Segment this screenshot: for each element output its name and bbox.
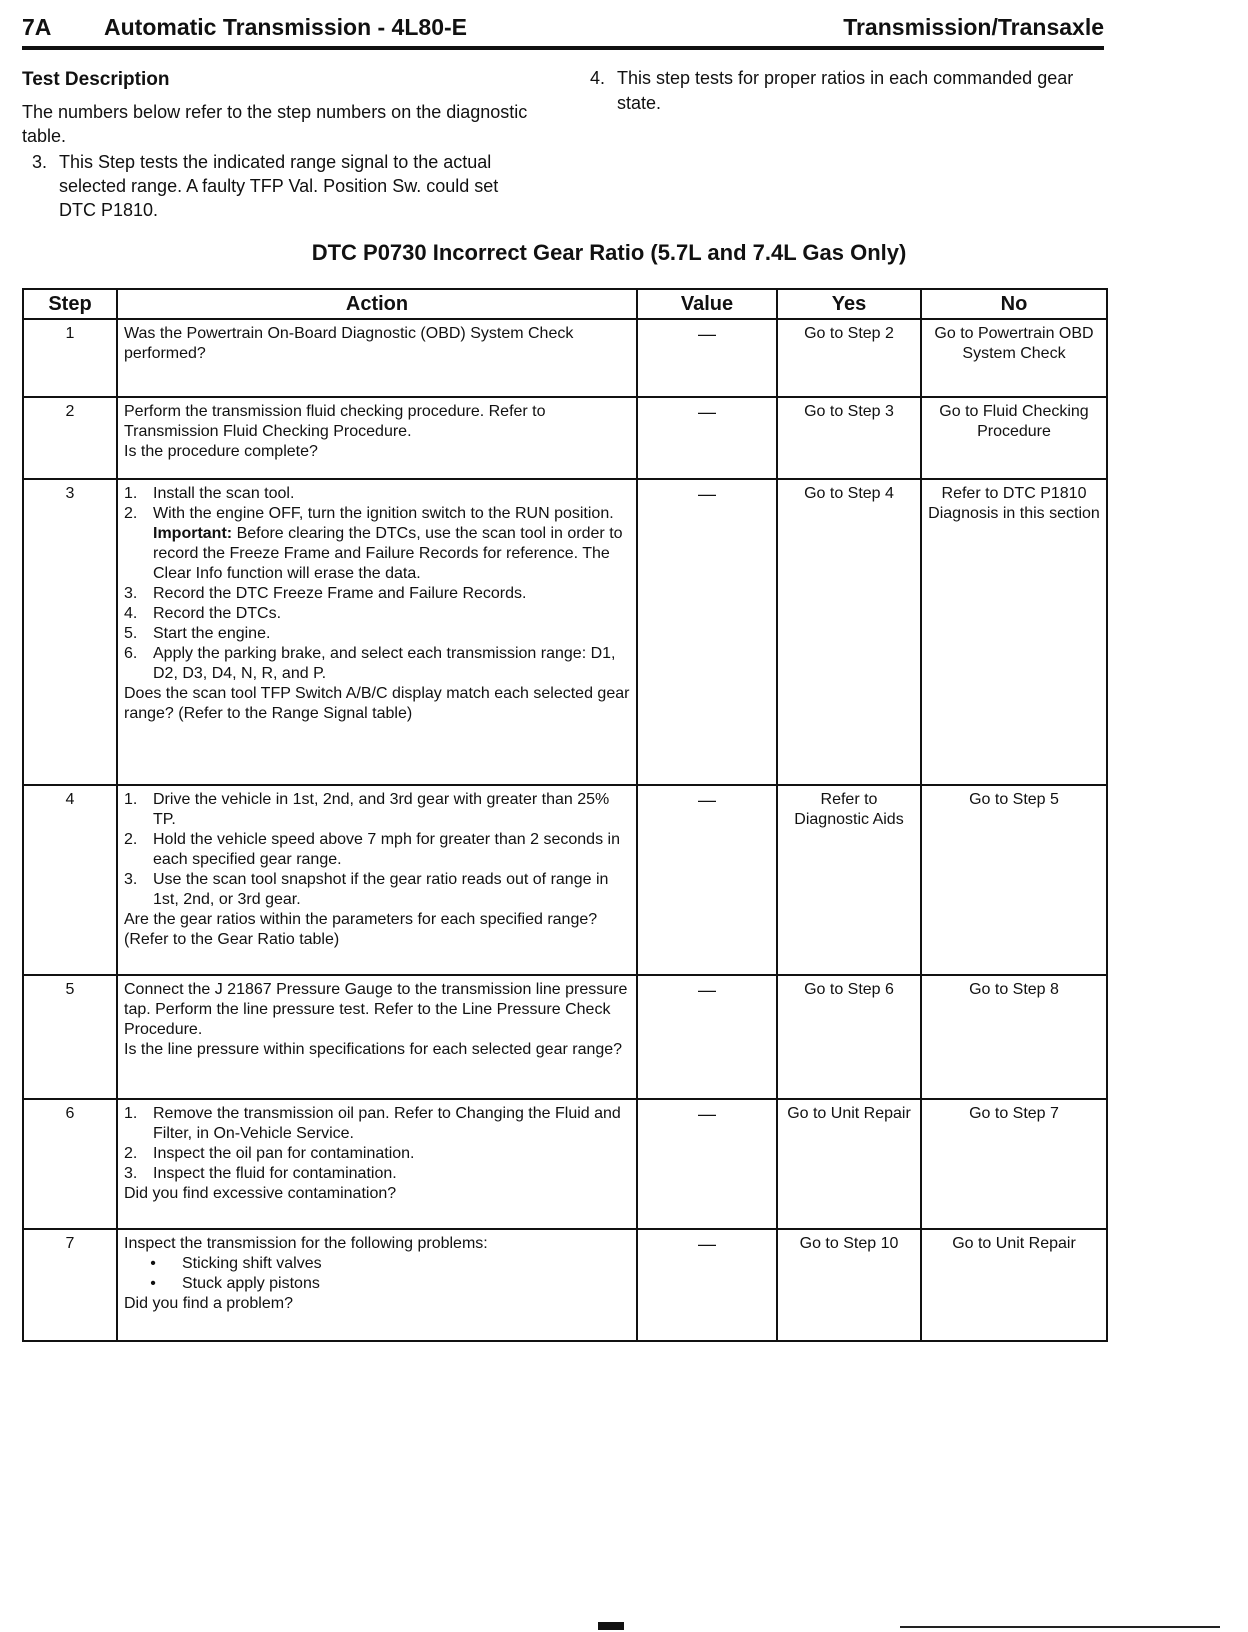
bullet-icon: • [150, 1275, 156, 1292]
header-rule [22, 46, 1104, 50]
list-text: With the engine OFF, turn the ignition switch to the RUN position. [153, 505, 614, 522]
value-cell: — [637, 397, 777, 479]
test-description-item [32, 150, 532, 222]
action-question: Did you find excessive contamination? [124, 1185, 397, 1202]
list-number: 6. [124, 645, 138, 662]
list-number: 2. [124, 831, 138, 848]
yes-cell: Go to Step 6 [777, 975, 921, 1099]
list-text: Record the DTCs. [153, 605, 282, 622]
item-text: This Step tests the indicated range signal to the actual selected range. A faulty TFP Val. Position Sw. could set DTC P1810. [59, 152, 499, 220]
list-number: 3. [124, 585, 138, 602]
list-text: Inspect the fluid for contamination. [153, 1165, 397, 1182]
action-list-item [124, 624, 630, 644]
list-text: Hold the vehicle speed above 7 mph for greater than 2 seconds in each specified gear range. [153, 831, 620, 868]
yes-cell: Go to Step 2 [777, 319, 921, 397]
table-title: DTC P0730 Incorrect Gear Ratio (5.7L and 7.4L Gas Only) [311, 240, 907, 265]
list-number: 2. [124, 1145, 138, 1162]
action-cell [117, 1229, 637, 1341]
list-number: 1. [124, 1105, 138, 1122]
action-text: Was the Powertrain On-Board Diagnostic (OBD) System Check performed? [124, 325, 574, 362]
action-text: Inspect the transmission for the following problems: [124, 1235, 488, 1252]
test-description-intro: The numbers below refer to the step numbers on the diagnostic table. [22, 102, 528, 146]
section-code: 7A [22, 14, 52, 40]
action-list-item [124, 870, 630, 910]
test-description [22, 68, 532, 222]
action-cell [117, 397, 637, 479]
table-row [23, 975, 1107, 1099]
action-question: Is the procedure complete? [124, 443, 318, 460]
item-text: This step tests for proper ratios in each commanded gear state. [617, 68, 1074, 113]
value-cell: — [637, 785, 777, 975]
yes-cell: Go to Unit Repair [777, 1099, 921, 1229]
step-number: 7 [23, 1229, 117, 1341]
action-list-item [124, 644, 630, 684]
header-no: No [921, 289, 1107, 319]
list-text: Record the DTC Freeze Frame and Failure Records. [153, 585, 527, 602]
no-cell: Go to Step 8 [921, 975, 1107, 1099]
yes-cell: Refer to Diagnostic Aids [777, 785, 921, 975]
no-cell: Go to Fluid Checking Procedure [921, 397, 1107, 479]
important-text: Before clearing the DTCs, use the scan tool in order to record the Freeze Frame and Failure Records for reference. The Clear Info function will erase the data. [153, 525, 623, 582]
step-number: 3 [23, 479, 117, 785]
table-row [23, 1229, 1107, 1341]
table-row [23, 1099, 1107, 1229]
bullet-text: Stuck apply pistons [182, 1275, 320, 1292]
header-yes: Yes [777, 289, 921, 319]
list-text: Use the scan tool snapshot if the gear ratio reads out of range in 1st, 2nd, or 3rd gear. [153, 871, 609, 908]
action-text: Connect the J 21867 Pressure Gauge to the transmission line pressure tap. Perform the line pressure test. Refer to the Line Pressure Check Procedure. [124, 981, 628, 1038]
important-label: Important: [153, 525, 233, 542]
action-cell [117, 319, 637, 397]
table-row [23, 319, 1107, 397]
value-cell: — [637, 1099, 777, 1229]
list-text: Apply the parking brake, and select each transmission range: D1, D2, D3, D4, N, R, and P. [153, 645, 616, 682]
list-number: 2. [124, 505, 138, 522]
list-number: 5. [124, 625, 138, 642]
list-number: 1. [124, 791, 138, 808]
yes-cell: Go to Step 3 [777, 397, 921, 479]
page-header [22, 14, 1104, 48]
bullet-icon: • [150, 1255, 156, 1272]
list-text: Remove the transmission oil pan. Refer to Changing the Fluid and Filter, in On-Vehicle Service. [153, 1105, 621, 1142]
list-number: 3. [124, 871, 138, 888]
item-number: 3. [32, 152, 48, 172]
page-title: Automatic Transmission - 4L80-E [104, 14, 467, 40]
list-number: 3. [124, 1165, 138, 1182]
header-action: Action [117, 289, 637, 319]
step-number: 1 [23, 319, 117, 397]
action-list-item [124, 484, 630, 504]
action-question: Does the scan tool TFP Switch A/B/C display match each selected gear range? (Refer to the Range Signal table) [124, 685, 630, 722]
footer-rule [900, 1626, 1220, 1628]
action-question: Are the gear ratios within the parameters for each specified range? (Refer to the Gear Ratio table) [124, 911, 598, 948]
step-number: 5 [23, 975, 117, 1099]
table-header-row [23, 289, 1107, 319]
value-cell: — [637, 319, 777, 397]
step-number: 6 [23, 1099, 117, 1229]
table-row [23, 397, 1107, 479]
step-number: 2 [23, 397, 117, 479]
value-cell: — [637, 1229, 777, 1341]
step-number: 4 [23, 785, 117, 975]
value-cell: — [637, 479, 777, 785]
action-cell [117, 785, 637, 975]
header-step: Step [23, 289, 117, 319]
action-list-item [124, 1144, 630, 1164]
action-list-item [124, 1104, 630, 1144]
test-description-item [590, 66, 1110, 116]
no-cell: Go to Unit Repair [921, 1229, 1107, 1341]
action-list-item [124, 604, 630, 624]
diagnostic-table [22, 288, 1108, 1342]
test-description-heading: Test Description [22, 69, 170, 90]
action-list-item [124, 504, 630, 524]
no-cell: Go to Powertrain OBD System Check [921, 319, 1107, 397]
important-note [124, 524, 630, 584]
footer-mark [598, 1622, 624, 1630]
action-cell [117, 1099, 637, 1229]
value-cell: — [637, 975, 777, 1099]
bullet-item [124, 1254, 630, 1274]
action-question: Did you find a problem? [124, 1295, 293, 1312]
item-number: 4. [590, 68, 606, 88]
action-list-item [124, 584, 630, 604]
list-text: Start the engine. [153, 625, 271, 642]
section-title: Transmission/Transaxle [843, 14, 1104, 40]
table-row [23, 479, 1107, 785]
header-value: Value [637, 289, 777, 319]
yes-cell: Go to Step 10 [777, 1229, 921, 1341]
bullet-text: Sticking shift valves [182, 1255, 322, 1272]
list-number: 1. [124, 485, 138, 502]
list-number: 4. [124, 605, 138, 622]
action-list-item [124, 830, 630, 870]
action-text: Perform the transmission fluid checking procedure. Refer to Transmission Fluid Checking Procedure. [124, 403, 546, 440]
action-cell [117, 479, 637, 785]
action-list-item [124, 790, 630, 830]
no-cell: Go to Step 5 [921, 785, 1107, 975]
action-question: Is the line pressure within specifications for each selected gear range? [124, 1041, 623, 1058]
list-text: Inspect the oil pan for contamination. [153, 1145, 415, 1162]
table-row [23, 785, 1107, 975]
list-text: Install the scan tool. [153, 485, 295, 502]
no-cell: Refer to DTC P1810 Diagnosis in this section [921, 479, 1107, 785]
yes-cell: Go to Step 4 [777, 479, 921, 785]
action-cell [117, 975, 637, 1099]
list-text: Drive the vehicle in 1st, 2nd, and 3rd gear with greater than 25% TP. [153, 791, 610, 828]
no-cell: Go to Step 7 [921, 1099, 1107, 1229]
bullet-item [124, 1274, 630, 1294]
action-list-item [124, 1164, 630, 1184]
